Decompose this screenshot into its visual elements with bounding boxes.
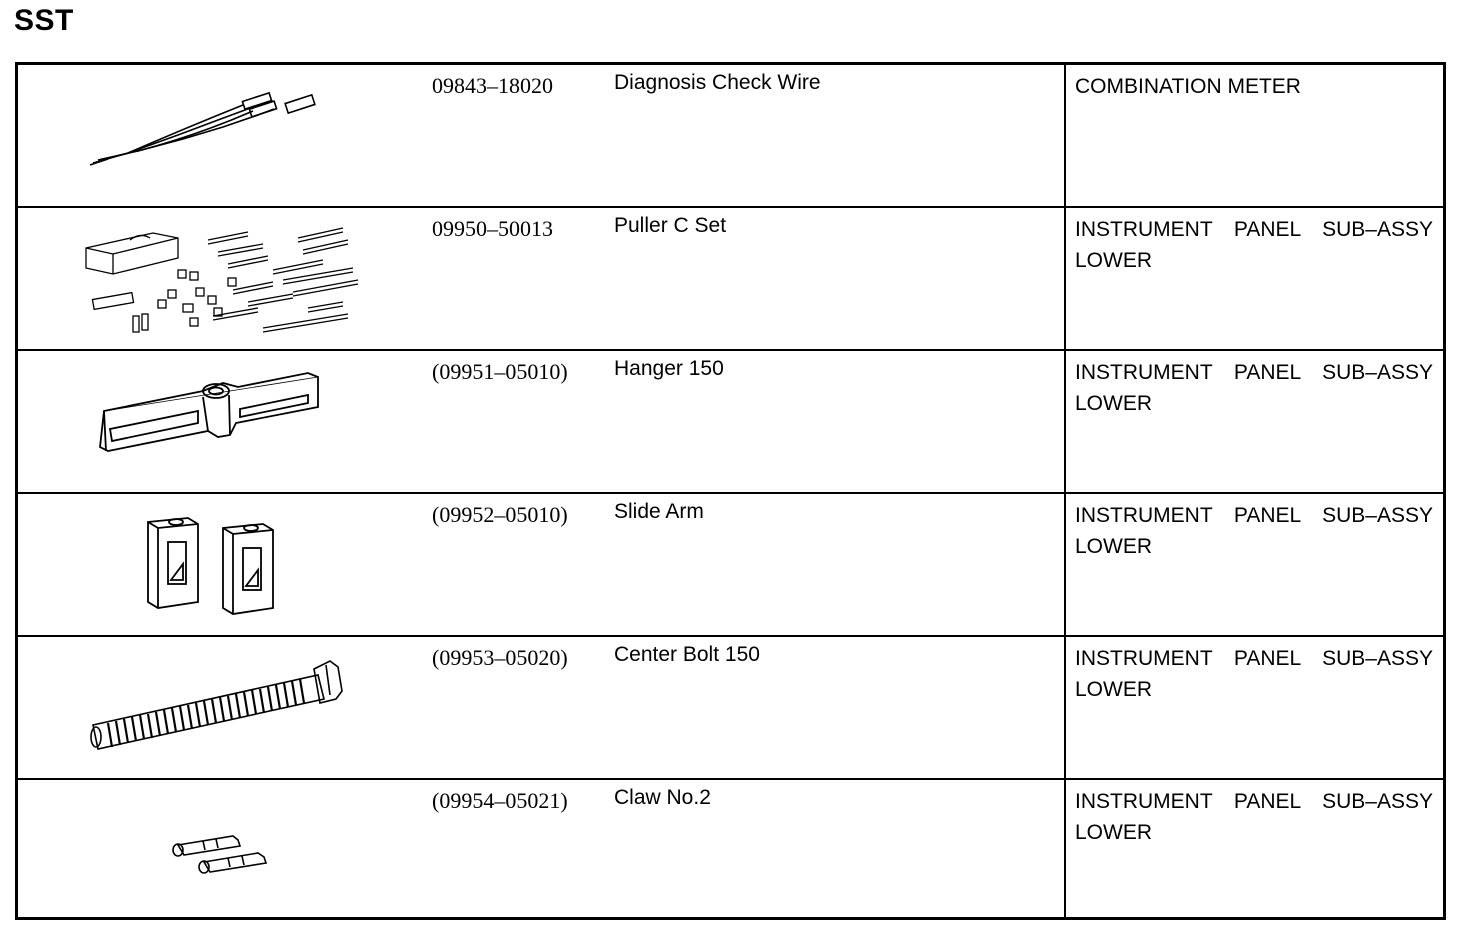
usage-line-1: COMBINATION METER [1075,75,1301,98]
table-row [18,780,1443,923]
usage-line-2: LOWER [1075,821,1153,844]
part-number: (09951–05010) [432,359,568,384]
usage-line-2: LOWER [1075,678,1153,701]
usage-line-2: LOWER [1075,535,1153,558]
table-row [18,494,1443,637]
usage-text [1075,643,1433,705]
usage-text [1075,71,1433,102]
table-row [18,208,1443,351]
part-name: Diagnosis Check Wire [614,71,821,94]
sst-table [15,62,1446,920]
usage-line-1: INSTRUMENT PANEL SUB–ASSY [1075,218,1433,241]
table-row [18,351,1443,494]
part-name: Center Bolt 150 [614,643,760,666]
usage-text [1075,786,1433,848]
slide-arm-icon [18,494,418,635]
usage-line-2: LOWER [1075,392,1153,415]
part-number: (09952–05010) [432,502,568,527]
part-number: (09953–05020) [432,645,568,670]
usage-text [1075,357,1433,419]
table-row [18,65,1443,208]
claw-icon [18,780,418,921]
usage-line-1: INSTRUMENT PANEL SUB–ASSY [1075,504,1433,527]
center-bolt-icon [18,637,418,778]
part-number: 09950–50013 [432,216,553,241]
page-title: SST [14,4,74,37]
part-name: Hanger 150 [614,357,724,380]
usage-line-1: INSTRUMENT PANEL SUB–ASSY [1075,647,1433,670]
part-name: Slide Arm [614,500,704,523]
usage-line-1: INSTRUMENT PANEL SUB–ASSY [1075,361,1433,384]
check-wire-icon [18,65,418,206]
hanger-icon [18,351,418,492]
part-name: Claw No.2 [614,786,711,809]
usage-line-1: INSTRUMENT PANEL SUB–ASSY [1075,790,1433,813]
table-row [18,637,1443,780]
part-number: (09954–05021) [432,788,568,813]
puller-set-icon [18,208,418,349]
part-name: Puller C Set [614,214,727,237]
part-number: 09843–18020 [432,73,553,98]
usage-line-2: LOWER [1075,249,1153,272]
usage-text [1075,500,1433,562]
usage-text [1075,214,1433,276]
